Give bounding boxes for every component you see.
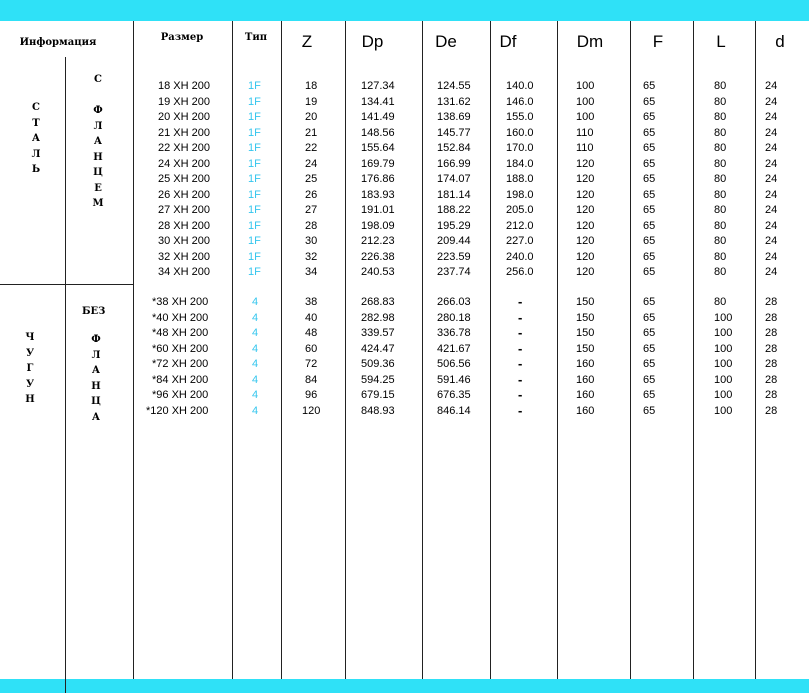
cell-de: 174.07 bbox=[437, 173, 471, 185]
group-letter: А bbox=[91, 411, 101, 423]
group-letter: Ц bbox=[93, 167, 103, 178]
cell-dp: 848.93 bbox=[361, 404, 395, 417]
cell-de: 676.35 bbox=[437, 389, 471, 401]
group-letter: Н bbox=[91, 380, 101, 392]
cell-l: 80 bbox=[714, 204, 727, 216]
cell-de: 166.99 bbox=[437, 157, 471, 170]
cell-size: 28 ХН 200 bbox=[158, 219, 210, 232]
group-letter: Т bbox=[32, 117, 40, 129]
cell-de: 181.14 bbox=[437, 188, 471, 201]
header-l: L bbox=[716, 32, 726, 51]
cell-f: 65 bbox=[643, 188, 656, 201]
cell-z: 26 bbox=[305, 188, 318, 201]
cell-size: 32 ХН 200 bbox=[158, 250, 210, 263]
cell-f: 65 bbox=[643, 142, 656, 154]
cell-size: *48 ХН 200 bbox=[152, 327, 209, 339]
cell-df: 160.0 bbox=[506, 126, 534, 139]
cell-l: 80 bbox=[714, 296, 727, 308]
column-divider bbox=[232, 21, 233, 679]
cell-l: 100 bbox=[714, 311, 733, 324]
cell-dp: 198.09 bbox=[361, 219, 395, 232]
cell-de: 846.14 bbox=[437, 404, 471, 417]
cell-l: 100 bbox=[714, 342, 733, 355]
cell-d: 24 bbox=[765, 111, 778, 123]
cell-de: 209.44 bbox=[437, 235, 471, 247]
cell-d: 28 bbox=[765, 296, 778, 308]
cell-df: - bbox=[518, 356, 523, 371]
cell-de: 195.29 bbox=[437, 219, 471, 232]
column-divider bbox=[345, 21, 346, 679]
cell-dm: 100 bbox=[576, 111, 595, 123]
cell-df: 184.0 bbox=[506, 157, 534, 170]
cell-df: - bbox=[518, 387, 523, 402]
cell-f: 65 bbox=[643, 219, 656, 232]
cell-type: 1F bbox=[248, 266, 261, 278]
cell-de: 506.56 bbox=[437, 358, 471, 370]
cell-l: 100 bbox=[714, 389, 733, 401]
cell-l: 80 bbox=[714, 126, 727, 139]
column-divider bbox=[630, 21, 631, 679]
header-type: Тип bbox=[244, 32, 268, 43]
cell-de: 145.77 bbox=[437, 126, 471, 139]
group-letter: Л bbox=[91, 349, 101, 361]
cell-z: 18 bbox=[305, 80, 318, 92]
cell-size: *96 ХН 200 bbox=[152, 389, 209, 401]
cell-dp: 183.93 bbox=[361, 188, 395, 201]
cell-f: 65 bbox=[643, 373, 656, 386]
cell-dp: 509.36 bbox=[361, 358, 395, 370]
cell-z: 60 bbox=[305, 342, 318, 355]
cell-dm: 160 bbox=[576, 389, 595, 401]
column-divider bbox=[133, 21, 134, 679]
cell-df: - bbox=[518, 340, 523, 356]
cell-z: 28 bbox=[305, 219, 318, 232]
header-info: Информация bbox=[19, 36, 97, 48]
group-letter: Л bbox=[93, 120, 103, 132]
group-separator bbox=[0, 284, 133, 285]
cell-f: 65 bbox=[643, 95, 656, 108]
group-letter: У bbox=[25, 378, 35, 390]
group-label-no-flange bbox=[86, 332, 106, 425]
cell-l: 80 bbox=[714, 157, 727, 170]
cell-d: 24 bbox=[765, 157, 778, 170]
cell-l: 100 bbox=[714, 404, 733, 417]
cell-df: 170.0 bbox=[506, 142, 534, 154]
cell-de: 131.62 bbox=[437, 95, 471, 108]
cell-dm: 150 bbox=[576, 327, 595, 339]
cell-dm: 160 bbox=[576, 404, 595, 417]
group-letter: С bbox=[32, 102, 40, 113]
column-divider bbox=[281, 21, 282, 679]
cell-d: 28 bbox=[765, 342, 778, 355]
cell-z: 24 bbox=[305, 157, 318, 170]
cell-de: 591.46 bbox=[437, 373, 471, 386]
cell-size: *60 ХН 200 bbox=[152, 342, 209, 355]
group-letter: Л bbox=[31, 148, 41, 160]
cell-f: 65 bbox=[643, 266, 656, 278]
cell-size: 25 ХН 200 bbox=[158, 173, 210, 185]
cell-d: 24 bbox=[765, 173, 778, 185]
cell-de: 188.22 bbox=[437, 204, 471, 216]
group-letter: Ф bbox=[93, 105, 103, 116]
column-divider bbox=[490, 21, 491, 679]
top-accent-bar bbox=[0, 0, 809, 21]
cell-type: 1F bbox=[248, 142, 261, 154]
header-de: De bbox=[435, 32, 457, 51]
cell-l: 80 bbox=[714, 142, 727, 154]
cell-d: 24 bbox=[765, 188, 778, 201]
header-d: d bbox=[775, 32, 785, 51]
cell-f: 65 bbox=[643, 342, 656, 355]
cell-dm: 100 bbox=[576, 95, 595, 108]
cell-l: 80 bbox=[714, 111, 727, 123]
cell-f: 65 bbox=[643, 204, 656, 216]
cell-z: 27 bbox=[305, 204, 318, 216]
cell-f: 65 bbox=[643, 358, 656, 370]
group-letter bbox=[88, 88, 108, 104]
cell-d: 24 bbox=[765, 142, 778, 154]
group-label-with-flange bbox=[88, 72, 108, 212]
cell-size: 34 ХН 200 bbox=[158, 266, 210, 278]
cell-df: 240.0 bbox=[506, 250, 534, 263]
cell-z: 48 bbox=[305, 327, 318, 339]
cell-dp: 226.38 bbox=[361, 250, 395, 263]
cell-size: *84 ХН 200 bbox=[152, 373, 209, 386]
cell-dm: 120 bbox=[576, 250, 595, 263]
cell-type: 4 bbox=[252, 404, 259, 417]
cell-df: 227.0 bbox=[506, 235, 534, 247]
cell-f: 65 bbox=[643, 173, 656, 185]
group-divider bbox=[65, 57, 66, 693]
cell-dm: 110 bbox=[576, 142, 594, 154]
cell-size: 22 ХН 200 bbox=[158, 142, 210, 154]
cell-dp: 176.86 bbox=[361, 173, 395, 185]
cell-f: 65 bbox=[643, 250, 656, 263]
cell-type: 1F bbox=[248, 235, 261, 247]
cell-z: 40 bbox=[305, 311, 318, 324]
cell-de: 336.78 bbox=[437, 327, 471, 339]
cell-type: 1F bbox=[248, 204, 261, 216]
cell-df: 212.0 bbox=[506, 219, 534, 232]
cell-df: - bbox=[518, 371, 523, 387]
cell-d: 24 bbox=[765, 126, 778, 139]
group-letter: Н bbox=[93, 151, 103, 163]
cell-d: 24 bbox=[765, 235, 778, 247]
column-divider bbox=[693, 21, 694, 679]
cell-dm: 120 bbox=[576, 266, 595, 278]
cell-type: 1F bbox=[248, 157, 261, 170]
cell-dm: 160 bbox=[576, 358, 595, 370]
cell-l: 80 bbox=[714, 173, 727, 185]
cell-z: 32 bbox=[305, 250, 318, 263]
cell-f: 65 bbox=[643, 80, 656, 92]
cell-f: 65 bbox=[643, 126, 656, 139]
group-label-no-flange-top: БЕЗ bbox=[82, 306, 106, 317]
group-label-cast-iron bbox=[20, 330, 40, 408]
cell-type: 4 bbox=[252, 327, 259, 339]
cell-df: 198.0 bbox=[506, 188, 534, 201]
cell-d: 28 bbox=[765, 373, 778, 386]
cell-de: 266.03 bbox=[437, 296, 471, 308]
group-letter: У bbox=[25, 347, 35, 359]
header-z: Z bbox=[301, 32, 313, 51]
column-divider bbox=[557, 21, 558, 679]
cell-df: 155.0 bbox=[506, 111, 534, 123]
cell-d: 28 bbox=[765, 327, 778, 339]
cell-type: 4 bbox=[252, 296, 259, 308]
cell-df: 146.0 bbox=[506, 95, 534, 108]
group-letter: Ц bbox=[91, 396, 101, 407]
cell-de: 280.18 bbox=[437, 311, 471, 324]
cell-dm: 150 bbox=[576, 311, 595, 324]
cell-z: 19 bbox=[305, 95, 318, 108]
cell-l: 80 bbox=[714, 80, 727, 92]
column-divider bbox=[422, 21, 423, 679]
cell-df: 140.0 bbox=[506, 80, 534, 92]
cell-f: 65 bbox=[643, 327, 656, 339]
cell-d: 28 bbox=[765, 311, 778, 324]
header-size: Размер bbox=[160, 32, 204, 43]
cell-size: 30 ХН 200 bbox=[158, 235, 210, 247]
cell-size: *72 ХН 200 bbox=[152, 358, 209, 370]
header-dp: Dp bbox=[361, 32, 384, 51]
cell-dm: 120 bbox=[576, 173, 595, 185]
cell-dm: 120 bbox=[576, 204, 595, 216]
cell-type: 4 bbox=[252, 373, 259, 386]
cell-dm: 120 bbox=[576, 219, 595, 232]
cell-z: 25 bbox=[305, 173, 318, 185]
cell-z: 30 bbox=[305, 235, 318, 247]
cell-d: 24 bbox=[765, 219, 778, 232]
cell-size: 27 ХН 200 bbox=[158, 204, 210, 216]
cell-type: 1F bbox=[248, 219, 261, 232]
cell-l: 80 bbox=[714, 250, 727, 263]
cell-l: 80 bbox=[714, 266, 727, 278]
cell-f: 65 bbox=[643, 157, 656, 170]
cell-l: 80 bbox=[714, 219, 727, 232]
cell-size: 18 ХН 200 bbox=[158, 80, 210, 92]
cell-l: 80 bbox=[714, 95, 727, 108]
header-dm: Dm bbox=[576, 32, 604, 51]
cell-de: 138.69 bbox=[437, 111, 471, 123]
cell-de: 152.84 bbox=[437, 142, 471, 154]
cell-type: 4 bbox=[252, 389, 259, 401]
cell-type: 1F bbox=[248, 80, 261, 92]
cell-type: 1F bbox=[248, 188, 261, 201]
cell-dp: 191.01 bbox=[361, 204, 395, 216]
cell-dp: 282.98 bbox=[361, 311, 395, 324]
cell-d: 24 bbox=[765, 266, 778, 278]
cell-f: 65 bbox=[643, 404, 656, 417]
cell-dp: 240.53 bbox=[361, 266, 395, 278]
cell-z: 22 bbox=[305, 142, 318, 154]
cell-z: 96 bbox=[305, 389, 318, 401]
cell-f: 65 bbox=[643, 235, 656, 247]
cell-type: 4 bbox=[252, 358, 259, 370]
cell-dp: 268.83 bbox=[361, 296, 395, 308]
cell-size: 19 ХН 200 bbox=[158, 95, 210, 108]
cell-z: 84 bbox=[305, 373, 318, 386]
group-letter: Ф bbox=[91, 334, 101, 345]
cell-dp: 339.57 bbox=[361, 327, 395, 339]
cell-dm: 150 bbox=[576, 342, 595, 355]
cell-d: 28 bbox=[765, 358, 778, 370]
cell-df: - bbox=[518, 402, 523, 418]
cell-type: 4 bbox=[252, 342, 259, 355]
cell-type: 1F bbox=[248, 173, 261, 185]
group-letter: Е bbox=[94, 182, 102, 194]
cell-dp: 679.15 bbox=[361, 389, 395, 401]
header-f: F bbox=[652, 32, 664, 51]
cell-df: - bbox=[518, 325, 523, 340]
cell-z: 72 bbox=[305, 358, 318, 370]
cell-l: 100 bbox=[714, 327, 733, 339]
cell-l: 100 bbox=[714, 358, 733, 370]
cell-dp: 424.47 bbox=[361, 342, 395, 355]
cell-z: 21 bbox=[305, 126, 318, 139]
cell-dm: 160 bbox=[576, 373, 595, 386]
cell-dm: 110 bbox=[576, 126, 594, 139]
cell-size: *38 ХН 200 bbox=[152, 296, 209, 308]
cell-de: 223.59 bbox=[437, 250, 471, 263]
cell-d: 24 bbox=[765, 80, 778, 92]
group-letter: М bbox=[92, 198, 104, 209]
cell-de: 421.67 bbox=[437, 342, 471, 355]
cell-dm: 120 bbox=[576, 188, 595, 201]
cell-type: 1F bbox=[248, 95, 261, 108]
cell-dp: 594.25 bbox=[361, 373, 395, 386]
cell-dp: 127.34 bbox=[361, 80, 395, 92]
cell-f: 65 bbox=[643, 311, 656, 324]
group-letter: С bbox=[94, 74, 102, 85]
column-divider bbox=[755, 21, 756, 679]
cell-f: 65 bbox=[643, 111, 656, 123]
cell-z: 38 bbox=[305, 296, 318, 308]
bottom-accent-bar bbox=[0, 679, 809, 693]
header-df: Df bbox=[499, 32, 517, 51]
group-letter: Ч bbox=[25, 332, 35, 343]
cell-l: 80 bbox=[714, 188, 727, 201]
cell-size: 20 ХН 200 bbox=[158, 111, 210, 123]
cell-l: 80 bbox=[714, 235, 727, 247]
group-letter: Г bbox=[26, 363, 34, 374]
cell-type: 1F bbox=[248, 250, 261, 263]
cell-d: 28 bbox=[765, 404, 778, 417]
cell-f: 65 bbox=[643, 296, 656, 308]
cell-d: 24 bbox=[765, 95, 778, 108]
cell-size: 24 ХН 200 bbox=[158, 157, 210, 170]
cell-type: 1F bbox=[248, 126, 261, 139]
cell-de: 237.74 bbox=[437, 266, 471, 278]
cell-z: 34 bbox=[305, 266, 318, 278]
cell-dm: 120 bbox=[576, 235, 595, 247]
cell-type: 4 bbox=[252, 311, 259, 324]
cell-f: 65 bbox=[643, 389, 656, 401]
cell-df: 188.0 bbox=[506, 173, 534, 185]
cell-size: *120 ХН 200 bbox=[146, 404, 209, 417]
cell-type: 1F bbox=[248, 111, 261, 123]
cell-de: 124.55 bbox=[437, 80, 471, 92]
cell-dp: 148.56 bbox=[361, 126, 395, 139]
cell-dp: 212.23 bbox=[361, 235, 395, 247]
group-letter: Ь bbox=[31, 164, 41, 175]
cell-dm: 120 bbox=[576, 157, 595, 170]
group-letter: А bbox=[93, 136, 103, 147]
cell-dp: 134.41 bbox=[361, 95, 395, 108]
group-letter: А bbox=[91, 365, 101, 376]
cell-dp: 169.79 bbox=[361, 157, 395, 170]
cell-size: 26 ХН 200 bbox=[158, 188, 210, 201]
cell-d: 28 bbox=[765, 389, 778, 401]
cell-z: 120 bbox=[302, 404, 321, 417]
cell-size: *40 ХН 200 bbox=[152, 311, 209, 324]
cell-l: 100 bbox=[714, 373, 733, 386]
cell-d: 24 bbox=[765, 250, 778, 263]
cell-df: - bbox=[518, 294, 523, 309]
cell-dp: 155.64 bbox=[361, 142, 395, 154]
group-letter: Н bbox=[25, 394, 35, 405]
cell-df: 205.0 bbox=[506, 204, 534, 216]
group-letter: А bbox=[31, 133, 41, 144]
cell-z: 20 bbox=[305, 111, 318, 123]
cell-dm: 100 bbox=[576, 80, 595, 92]
cell-df: 256.0 bbox=[506, 266, 534, 278]
cell-d: 24 bbox=[765, 204, 778, 216]
cell-size: 21 ХН 200 bbox=[158, 126, 210, 139]
group-label-steel bbox=[26, 100, 46, 178]
cell-dp: 141.49 bbox=[361, 111, 395, 123]
cell-dm: 150 bbox=[576, 296, 595, 308]
cell-df: - bbox=[518, 309, 523, 325]
